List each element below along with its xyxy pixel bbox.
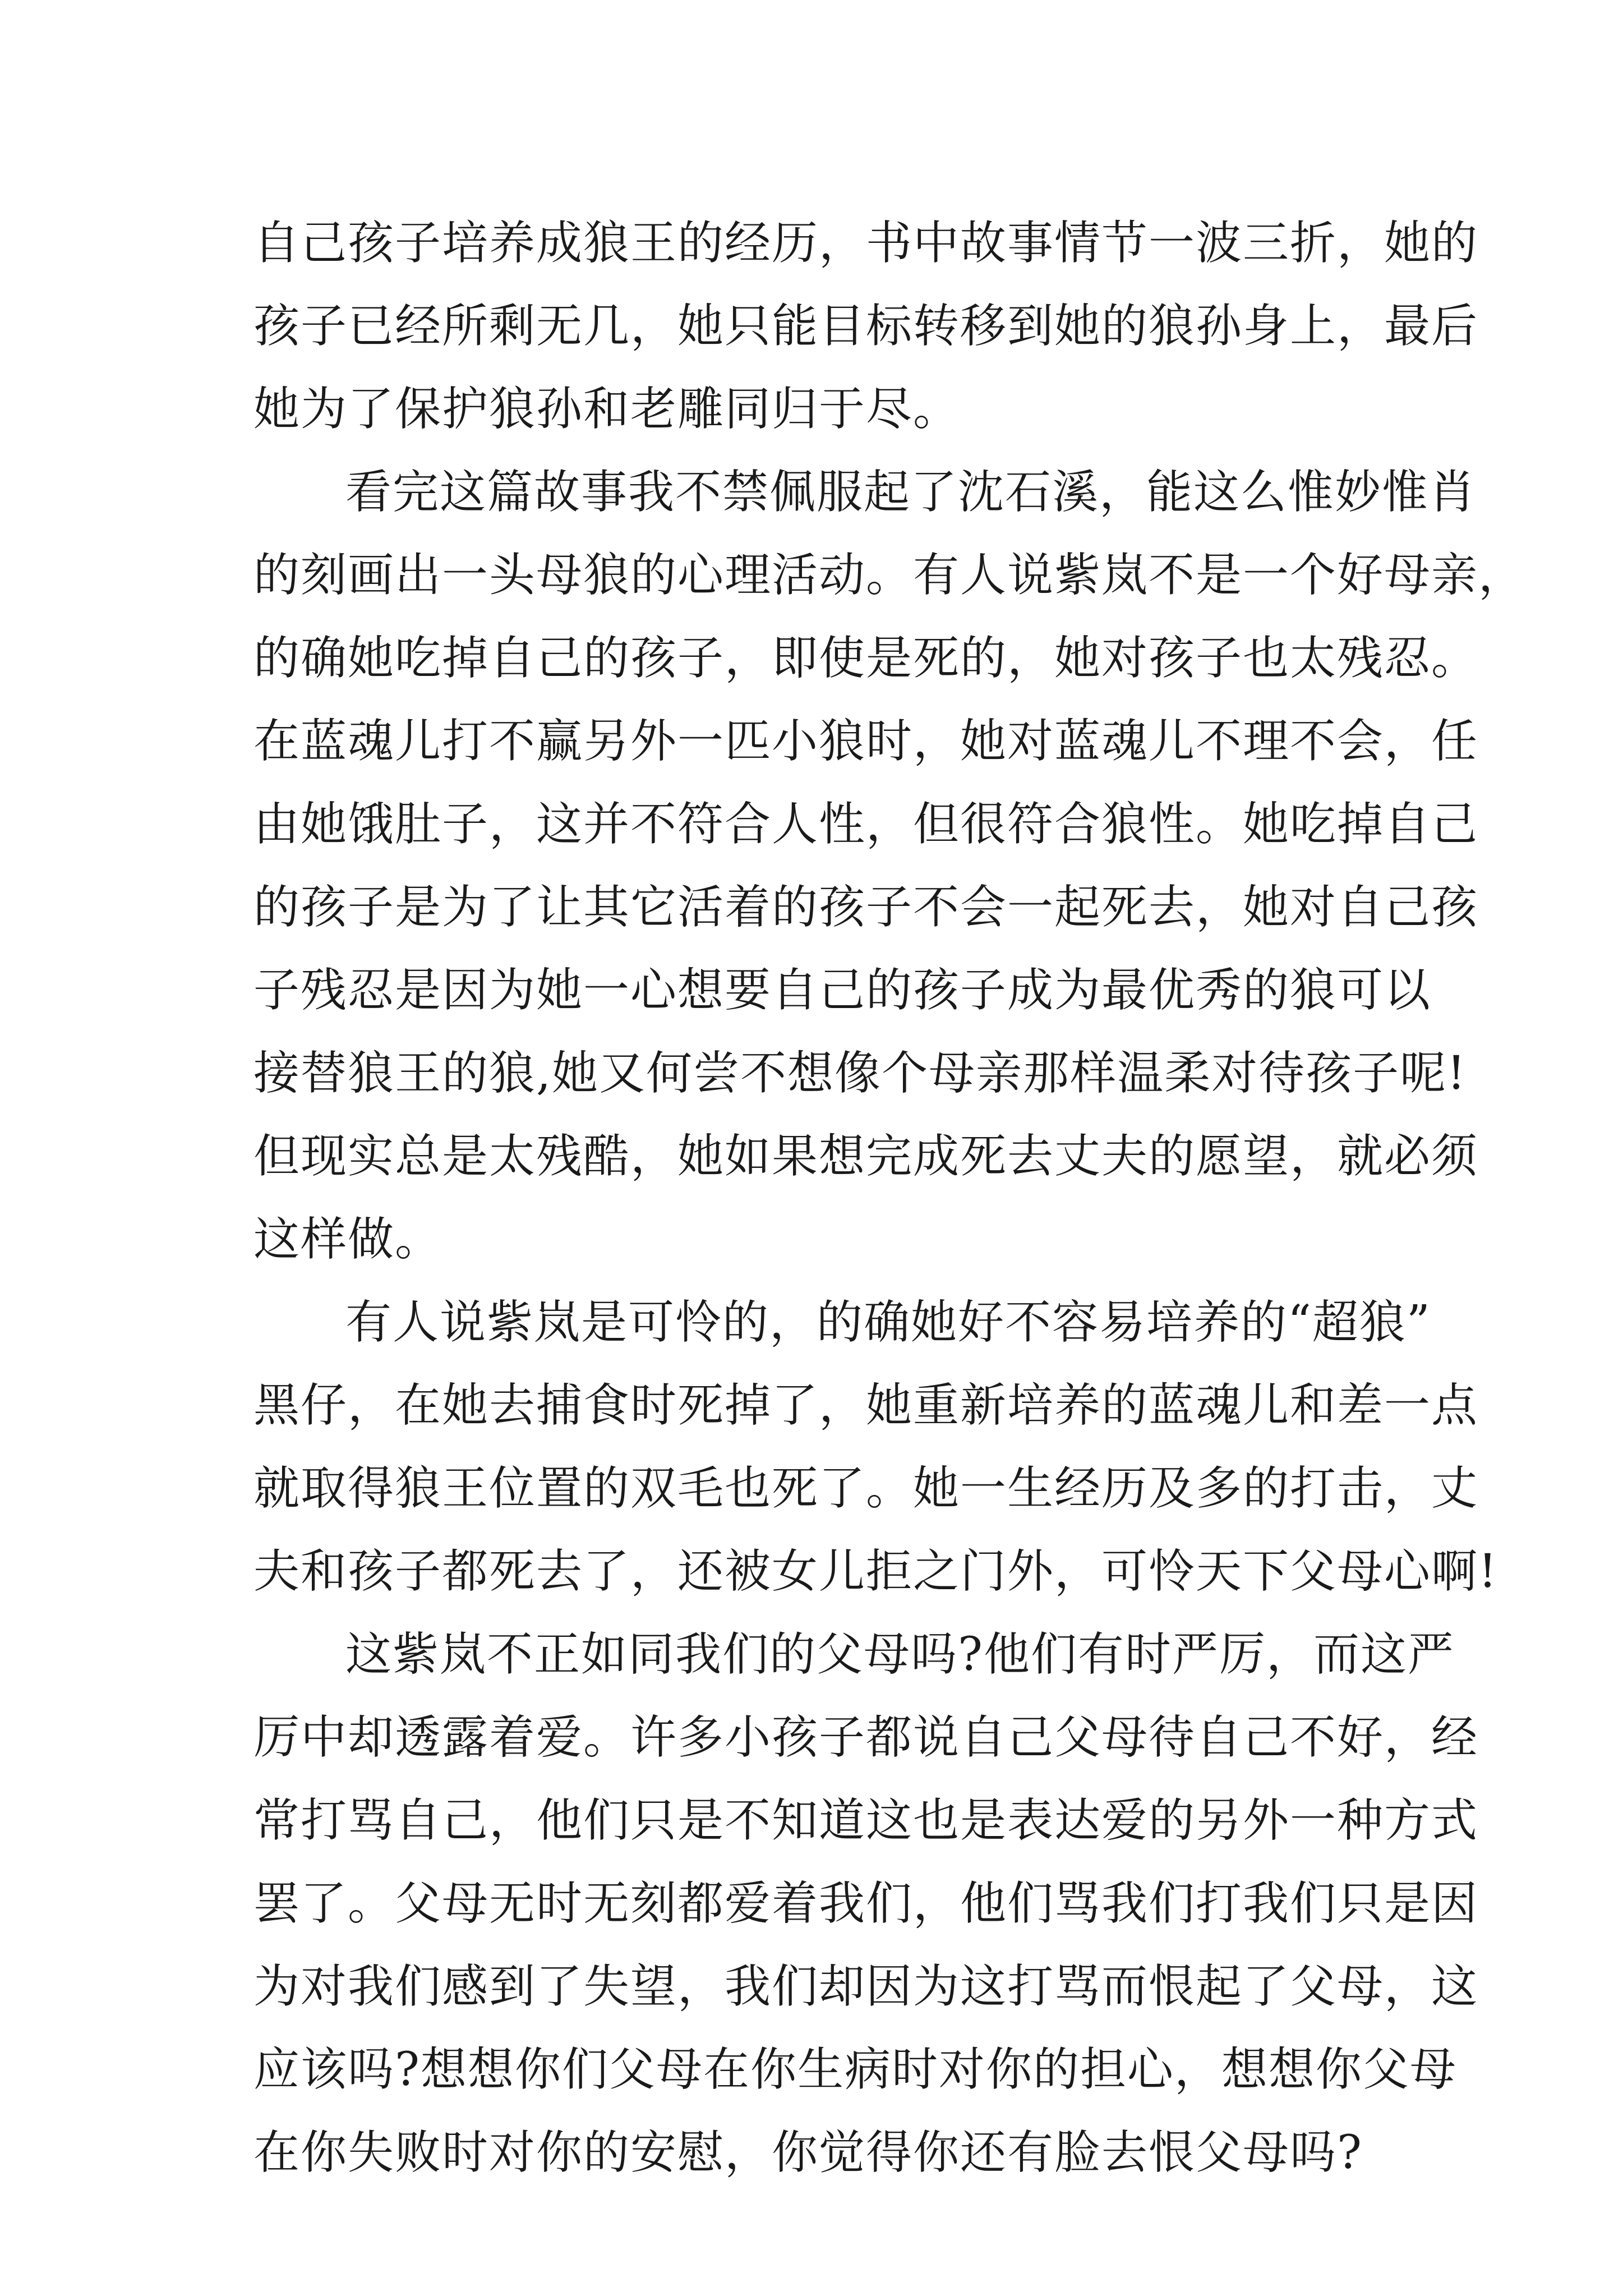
text-line: 她为了保护狼孙和老雕同归于尽。 — [253, 383, 961, 436]
text-line: 的刻画出一头母狼的心理活动。有人说紫岚不是一个好母亲， — [253, 549, 1526, 602]
text-line: 罢了。父母无时无刻都爱着我们，他们骂我们打我们只是因 — [253, 1877, 1479, 1930]
text-line: 在蓝魂儿打不赢另外一匹小狼时，她对蓝魂儿不理不会，任 — [253, 715, 1479, 768]
text-line: 由她饿肚子，这并不符合人性，但很符合狼性。她吃掉自己 — [253, 798, 1479, 851]
text-line: 孩子已经所剩无几，她只能目标转移到她的狼孙身上，最后 — [253, 300, 1479, 353]
text-line: 黑仔，在她去捕食时死掉了，她重新培养的蓝魂儿和差一点 — [253, 1379, 1479, 1432]
paragraph-first-line: 看完这篇故事我不禁佩服起了沈石溪，能这么惟妙惟肖 — [345, 466, 1477, 519]
text-line: 的孩子是为了让其它活着的孩子不会一起死去，她对自己孩 — [253, 881, 1479, 934]
text-line: 为对我们感到了失望，我们却因为这打骂而恨起了父母，这 — [253, 1960, 1479, 2013]
text-line: 常打骂自己，他们只是不知道这也是表达爱的另外一种方式 — [253, 1794, 1479, 1847]
text-line: 在你失败时对你的安慰，你觉得你还有脸去恨父母吗? — [253, 2126, 1363, 2179]
text-line: 夫和孩子都死去了，还被女儿拒之门外，可怜天下父母心啊! — [253, 1545, 1498, 1598]
text-line: 这样做。 — [253, 1213, 442, 1266]
text-line: 的确她吃掉自己的孩子，即使是死的，她对孩子也太残忍。 — [253, 632, 1479, 685]
text-line: 厉中却透露着爱。许多小孩子都说自己父母待自己不好，经 — [253, 1711, 1479, 1764]
text-line: 接替狼王的狼,她又何尝不想像个母亲那样温柔对待孩子呢! — [253, 1047, 1467, 1100]
paragraph-first-line: 这紫岚不正如同我们的父母吗?他们有时严厉，而这严 — [345, 1628, 1455, 1681]
text-line: 自己孩子培养成狼王的经历，书中故事情节一波三折，她的 — [253, 217, 1479, 270]
text-line: 就取得狼王位置的双毛也死了。她一生经历及多的打击，丈 — [253, 1462, 1479, 1515]
body-text — [253, 202, 1526, 2194]
text-line: 子残忍是因为她一心想要自己的孩子成为最优秀的狼可以 — [253, 964, 1432, 1017]
text-line: 应该吗?想想你们父母在你生病时对你的担心，想想你父母 — [253, 2043, 1457, 2096]
text-line: 但现实总是太残酷，她如果想完成死去丈夫的愿望，就必须 — [253, 1130, 1479, 1183]
paragraph-first-line: 有人说紫岚是可怜的，的确她好不容易培养的“超狼” — [345, 1296, 1431, 1349]
